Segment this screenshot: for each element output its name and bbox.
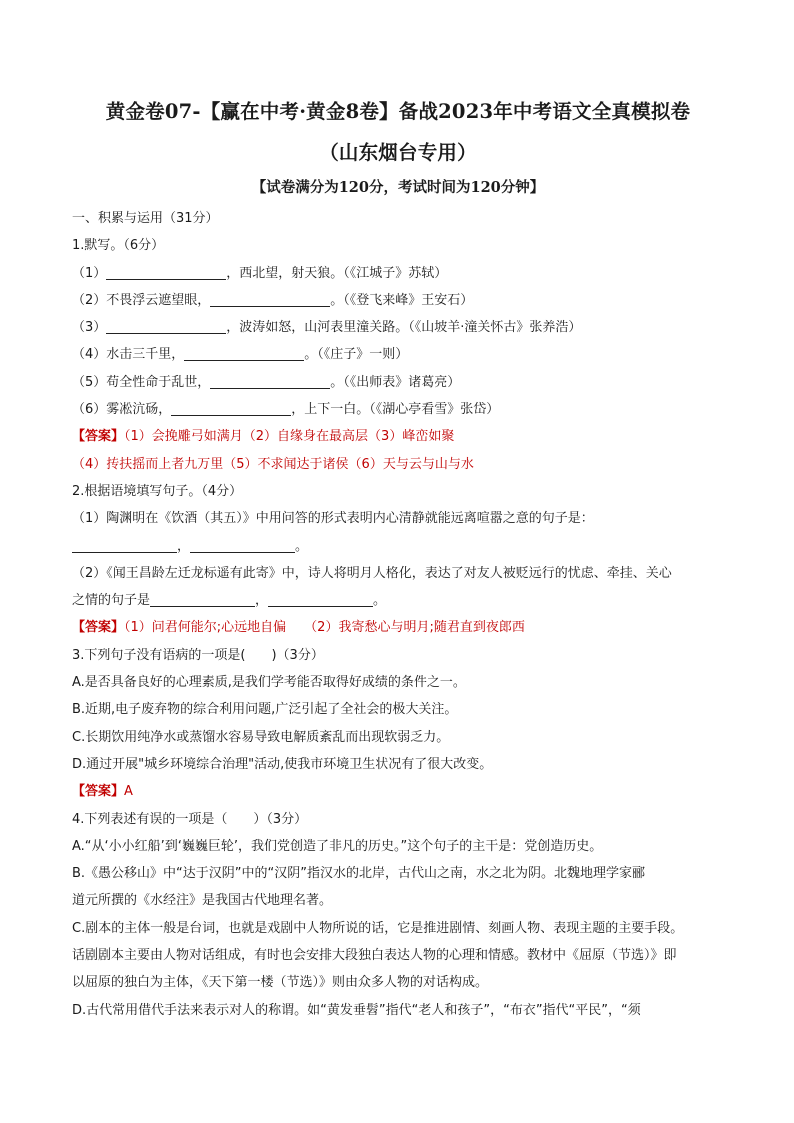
answer-blank[interactable]: [210, 372, 330, 389]
punct: 。: [373, 593, 387, 609]
q1-item-2: [72, 287, 724, 314]
item-num: （4）: [72, 347, 107, 363]
answer-text: （4）抟扶摇而上者九万里（5）不求闻达于诸侯（6）天与云与山与水: [72, 456, 474, 472]
q2-part1: （1）陶渊明在《饮酒（其五）》中用问答的形式表明内心清静就能远离喧嚣之意的句子是：: [72, 511, 594, 527]
q1-item-1: [72, 260, 724, 287]
answer-blank[interactable]: [171, 399, 291, 416]
q4-line-7: D.古代常用借代手法来表示对人的称谓。如“黄发垂髫”指代“老人和孩子”，“布衣”指代“平民”，“须: [72, 1002, 641, 1018]
exam-body: [72, 205, 724, 1024]
punct: ，: [255, 593, 269, 609]
answer-label: 【答案】: [72, 620, 125, 636]
answer-blank[interactable]: [210, 290, 330, 307]
item-num: （5）: [72, 374, 107, 390]
answer-blank[interactable]: [150, 590, 255, 607]
item-text: 不畏浮云遮望眼，: [106, 292, 211, 308]
item-num: （6）: [72, 402, 107, 418]
item-text: 苟全性命于乱世，: [106, 374, 211, 390]
q4-line-1: A.“从‘小小红船’到‘巍巍巨轮’，我们党创造了非凡的历史。”这个句子的主干是：党创造历史。: [72, 838, 603, 854]
q1-answer-line1: [72, 423, 724, 450]
item-text: ，西北望，射天狼。（《江城子》苏轼）: [226, 265, 448, 281]
punct: 。: [295, 538, 309, 554]
q4-line-6: 以屈原的独白为主体，《天下第一楼（节选）》则由众多人物的对话构成。: [72, 975, 489, 991]
q2-part2-blanks: [72, 587, 724, 614]
answer-blank[interactable]: [106, 263, 226, 280]
item-text: 。（《庄子》一则）: [304, 347, 409, 363]
exam-info: 【试卷满分为120分，考试时间为120分钟】: [251, 179, 545, 196]
item-text: 水击三千里，: [106, 347, 185, 363]
answer-text: （1）问君何能尔;心远地自偏: [124, 620, 287, 636]
item-num: （2）: [72, 292, 107, 308]
q4-line-4: C.剧本的主体一般是台词，也就是戏剧中人物所说的话，它是推进剧情、刻画人物、表现主题的主要手段。: [72, 920, 684, 936]
q1-stem: 1.默写。（6分）: [72, 238, 165, 254]
answer-blank[interactable]: [106, 317, 226, 334]
item-text: 。（《登飞来峰》王安石）: [330, 292, 474, 308]
item-num: （3）: [72, 320, 107, 336]
answer-text: （1）会挽雕弓如满月（2）自缘身在最高层（3）峰峦如聚: [124, 429, 455, 445]
answer-text: A: [124, 784, 133, 800]
item-text: ，上下一白。（《湖心亭看雪》张岱）: [291, 402, 500, 418]
punct: ，: [177, 538, 191, 554]
q3-option-a: A.是否具备良好的心理素质,是我们学考能否取得好成绩的条件之一。: [72, 675, 466, 691]
item-num: （1）: [72, 265, 107, 281]
q1-answer-line2: [72, 451, 724, 478]
q4-line-2: B.《愚公移山》中“达于汉阴”中的“汉阴”指汉水的北岸，古代山之南，水之北为阴。北魏地理学家郦: [72, 866, 645, 882]
answer-text: （2）我寄愁心与明月;随君直到夜郎西: [304, 620, 525, 636]
item-text: 。（《出师表》诸葛亮）: [330, 374, 461, 390]
q3-option-d: D.通过开展"城乡环境综合治理"活动,使我市环境卫生状况有了很大改变。: [72, 756, 493, 772]
exam-title: 黄金卷07-【赢在中考·黄金8卷】备战2023年中考语文全真模拟卷: [105, 100, 691, 123]
answer-blank[interactable]: [268, 590, 373, 607]
q4-line-3: 道元所撰的《水经注》是我国古代地理名著。: [72, 893, 333, 909]
q1-item-4: [72, 341, 724, 368]
q4-line-5: 话剧剧本主要由人物对话组成，有时也会安排大段独白表达人物的心理和情感。教材中《屈原（节选）》即: [72, 948, 677, 964]
q1-item-3: [72, 314, 724, 341]
answer-label: 【答案】: [72, 429, 125, 445]
answer-label: 【答案】: [72, 784, 125, 800]
q3-answer: [72, 778, 724, 805]
answer-blank[interactable]: [184, 344, 304, 361]
q3-option-b: B.近期,电子废弃物的综合利用问题,广泛引起了全社会的极大关注。: [72, 702, 458, 718]
answer-blank[interactable]: [72, 536, 177, 553]
q2-part2: （2）《闻王昌龄左迁龙标遥有此寄》中，诗人将明月人格化，表达了对友人被贬远行的忧虑、牵挂、关心: [72, 565, 672, 581]
item-text: 之情的句子是: [72, 593, 151, 609]
item-text: 雾凇沆砀，: [106, 402, 172, 418]
answer-blank[interactable]: [190, 536, 295, 553]
q3-stem: 3.下列句子没有语病的一项是( )（3分）: [72, 647, 324, 663]
q4-stem: 4.下列表述有误的一项是（ ）（3分）: [72, 811, 308, 827]
section-heading: 一、积累与运用（31分）: [72, 211, 219, 226]
q1-item-6: [72, 396, 724, 423]
exam-title-region: （山东烟台专用）: [319, 141, 477, 164]
q2-part1-blanks: [72, 533, 724, 560]
q2-answer: [72, 614, 724, 641]
item-text: ，波涛如怒，山河表里潼关路。（《山坡羊·潼关怀古》张养浩）: [226, 320, 582, 336]
q2-stem: 2.根据语境填写句子。（4分）: [72, 483, 243, 499]
q1-item-5: [72, 369, 724, 396]
q3-option-c: C.长期饮用纯净水或蒸馏水容易导致电解质紊乱而出现软弱乏力。: [72, 729, 450, 745]
